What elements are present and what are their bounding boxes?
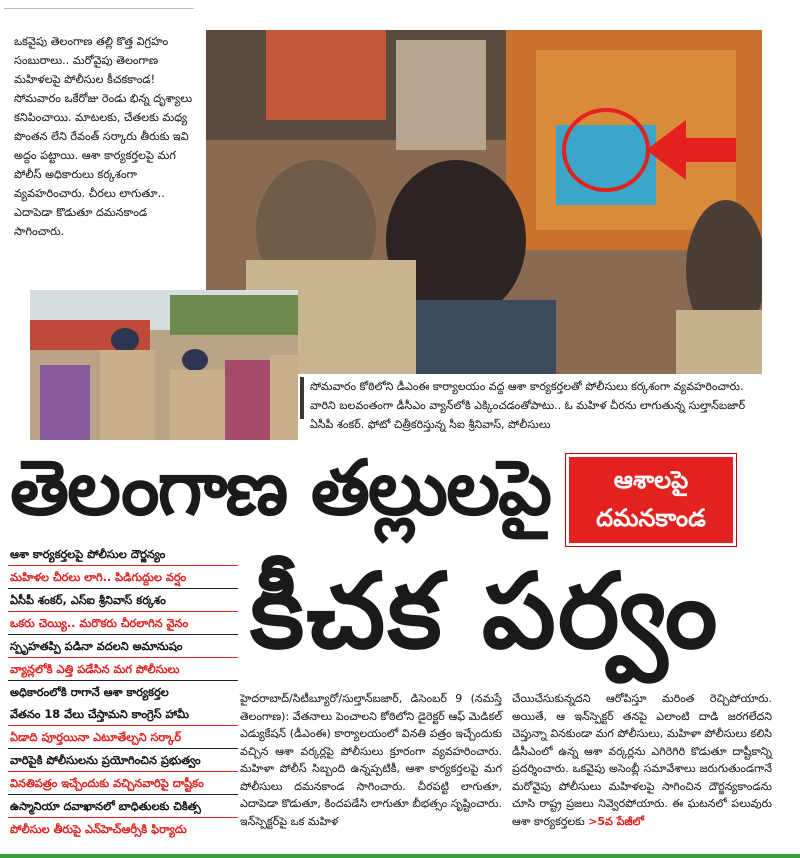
badge-line2: దమనకాండ [596, 504, 706, 532]
secondary-photo [30, 290, 298, 440]
sidebar-item: వేతనం 18 వేలు చేస్తామని కాంగ్రెస్ హామీ [8, 705, 238, 726]
intro-paragraph: ఒకవైపు తెలంగాణ తల్లి కొత్త విగ్రహం సంబురాలు.. మరోవైపు తెలంగాణ మహిళలపై పోలీసుల కీచకకాండ! సోమవారం ఒకేరోజు రెండు భిన్న దృశ్యాలు కనిపించాయి. మాటలకు, చేతలకు మధ్య పొంతన లేని రేవంత్ సర్కారు తీరుకు ఇవి అద్దం పట్టాయి. ఆశా కార్యకర్తలపై మగ పోలీస్ అధికారులు కర్కశంగా వ్యవహరించారు. చీరలు లాగుతూ.. ఎదాపెడా కొడుతూ దమనకాండ సాగించారు. [14, 35, 193, 238]
sidebar-item: ఏసీపీ శంకర్, ఎస్ఐ శ్రీనివాస్ కర్కశం [8, 591, 238, 612]
article-column-2 [512, 690, 772, 830]
continued-marker: >5వ పేజీలో [588, 814, 644, 828]
sidebar-item: వ్యాన్లలోకి ఎత్తి పడేసిన మగ పోలీసులు [8, 660, 238, 681]
headline-main: కీచక పర్వం [250, 550, 720, 672]
bottom-rule [0, 854, 800, 858]
photo-caption: సోమవారం కోఠిలోని డీఎంఈ కార్యాలయం వద్ద ఆశా కార్యకర్తలతో పోలీసులు కర్కశంగా వ్యవహరించారు. వారిని బలవంతంగా డీసీఎం వ్యాన్‌లోకి ఎక్కించడంతోపాటు.. ఓ మహిళ చీరను లాగుతున్న సుల్తాన్‌బజార్ ఏసీపీ శంకర్. ఫోటో చిత్రీకరిస్తున్న సీఐ శ్రీనివాస్, పోలీసులు [310, 380, 746, 431]
sidebar-item: స్పృహతప్పి పడినా వదలని అమానుషం [8, 637, 238, 658]
top-rule [4, 0, 194, 9]
sidebar-item: ఒకరు చెయ్యి.. మరొకరు చీరలాగిన వైనం [8, 614, 238, 635]
badge-box [566, 454, 736, 546]
sidebar-item: ఆశా కార్యకర్తలపై పోలీసుల దౌర్జన్యం [8, 545, 238, 566]
sidebar-item: ఉస్మానియా దవాఖానలో బాధితులకు చికిత్స [8, 797, 238, 818]
sidebar-highlights [8, 545, 238, 842]
sidebar-item: వారిపైకి పోలీసులను ప్రయోగించిన ప్రభుత్వం [8, 751, 238, 772]
headline-top: తెలంగాణ తల్లులపై [10, 443, 551, 532]
sidebar-item: వినతిపత్రం ఇచ్చేందుకు వచ్చినవారిపై దాష్టీకం [8, 774, 238, 795]
sidebar-item: పోలీసుల తీరుపై ఎన్‌హెచ్ఆర్సీకి ఫిర్యాదు [10, 823, 187, 836]
article-column-2-text: చేయిచేసుకున్నదని ఆరోపిస్తూ మరింత రెచ్చిపోయారు. అయితే, ఆ ఇన్‌స్పెక్టర్ తనపై ఎలాంటి దాడి జరగలేదని చెప్తున్నా వినకుండా మగ పోలీసులు, మహిళా పోలీసులు కలిసి డీసీఎంలో ఉన్న ఆశా వర్కర్లను ఎగిరెగిరి కొడుతూ దాష్టీకాన్ని ప్రదర్శించారు. ఒకవైపు అసెంబ్లీ సమావేశాలు జరుగుతుండగానే మరోవైపు పోలీసులు మహిళలపై సాగించిన దౌర్జన్యకాండను చూసి రాష్ట్ర ప్రజలు నివ్వెరపోయారు. ఈ ఘటనలో పలువురు ఆశా కార్యకర్తలకు [512, 692, 772, 828]
badge-line1: ఆశాలపై [613, 466, 689, 494]
sidebar-item: అధికారంలోకి రాగానే ఆశా కార్యకర్తల [10, 686, 169, 699]
sidebar-item: మహిళల చీరలు లాగి.. పిడిగుద్దుల వర్షం [8, 568, 238, 589]
continued-text: 5వ పేజీలో [597, 814, 644, 828]
sidebar-item: ఏడాది పూర్తయినా ఎటూతేల్చని సర్కార్ [8, 728, 238, 749]
article-column-1: హైదరాబాద్/సిటీబ్యూరో/సుల్తాన్‌బజార్, డిసెంబర్ 9 (నమస్తే తెలంగాణ): వేతనాలు పెంచాలని కోఠిలోని డైరెక్టర్ ఆఫ్ మెడికల్ ఎడ్యుకేషన్ (డీఎంఈ) కార్యాలయంలో వినతి పత్రం ఇచ్చేందుకు వచ్చిన ఆశా వర్కర్లపై పోలీసులు క్రూరంగా వ్యవహరించారు. మహిళా పోలీస్ సిబ్బంది ఉన్నప్పటికీ, ఆశా కార్యకర్తలపై మగ పోలీసులు దమనకాండ సాగించారు. చీరపట్టి లాగుతూ, ఎదాపెడా కొడుతూ, కిందపడేసి లాగుతూ బీభత్సం సృష్టించారు. ఇన్‌స్పెక్టర్‌పై ఒక మహిళ [240, 692, 502, 828]
